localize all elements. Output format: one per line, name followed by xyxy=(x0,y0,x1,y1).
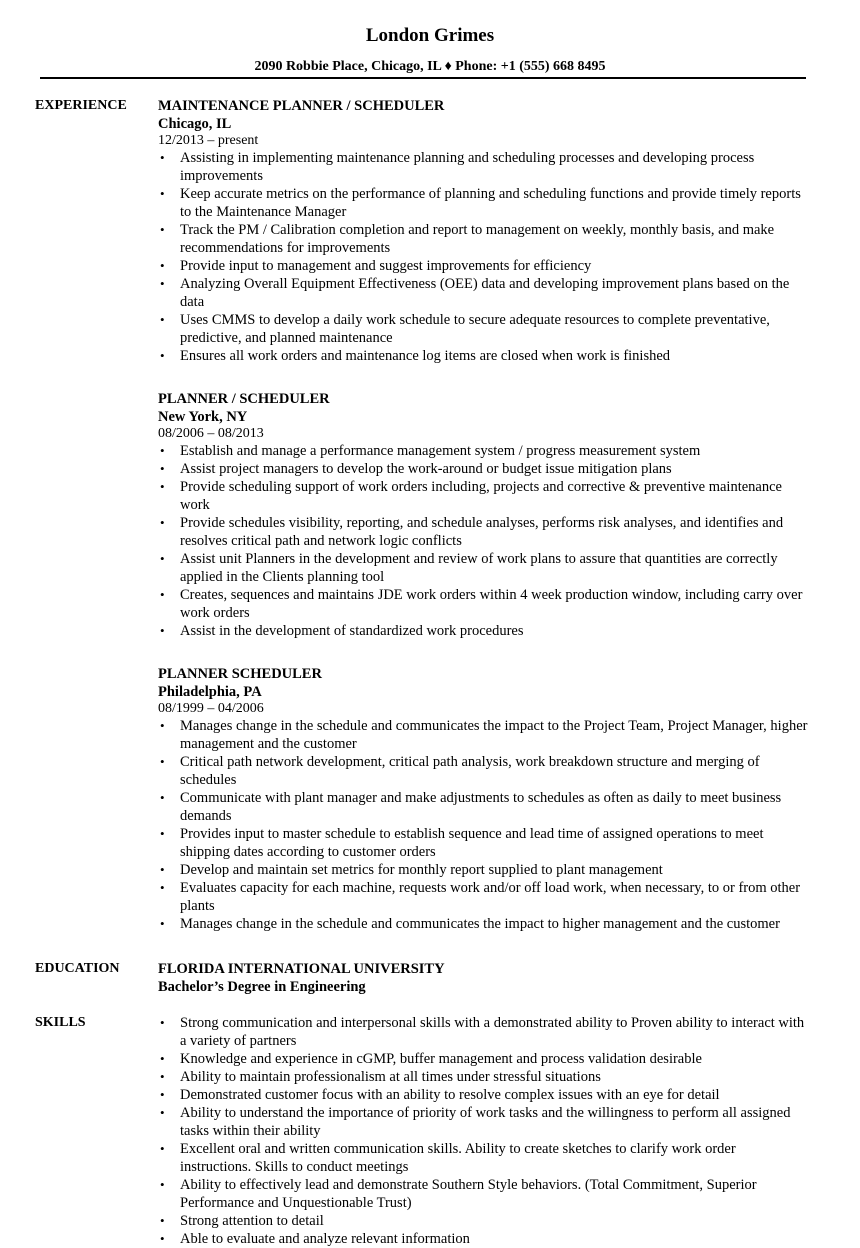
job-location: New York, NY xyxy=(158,409,248,425)
bullet-text: Assist in the development of standardized work procedures xyxy=(180,623,524,639)
skill-text: Knowledge and experience in cGMP, buffer management and process validation desirable xyxy=(180,1051,702,1067)
bullet-icon: • xyxy=(160,826,165,841)
bullet-icon: • xyxy=(160,1141,165,1156)
skill-text: Ability to understand the importance of priority of work tasks and the willingness to perform all assigned tasks within their ability xyxy=(180,1105,791,1139)
bullet-item xyxy=(158,550,810,586)
bullet-text: Establish and manage a performance management system / progress measurement system xyxy=(180,443,701,459)
bullet-icon: • xyxy=(160,1087,165,1102)
job-dates: 08/2006 – 08/2013 xyxy=(158,426,264,441)
bullet-text: Critical path network development, critical path analysis, work breakdown structure and merging of schedules xyxy=(180,754,760,788)
bullet-icon: • xyxy=(160,916,165,931)
bullet-icon: • xyxy=(160,1051,165,1066)
experience-section xyxy=(35,97,810,933)
bullet-item xyxy=(158,753,810,789)
job-bullets xyxy=(158,442,810,640)
skill-text: Ability to maintain professionalism at all times under stressful situations xyxy=(180,1069,601,1085)
section-label-experience: EXPERIENCE xyxy=(35,98,127,113)
job-dates: 12/2013 – present xyxy=(158,133,259,148)
school-name: FLORIDA INTERNATIONAL UNIVERSITY xyxy=(158,961,445,977)
bullet-text: Keep accurate metrics on the performance of planning and scheduling functions and provide timely reports to the Maintenance Manager xyxy=(180,186,801,220)
bullet-item xyxy=(158,149,810,185)
bullet-icon: • xyxy=(160,1177,165,1192)
job-location: Chicago, IL xyxy=(158,116,232,132)
skills-list xyxy=(158,1014,810,1248)
bullet-item xyxy=(158,789,810,825)
bullet-item xyxy=(158,861,810,879)
bullet-text: Assisting in implementing maintenance planning and scheduling processes and developing process improvements xyxy=(180,150,755,184)
bullet-icon: • xyxy=(160,1231,165,1246)
skill-item xyxy=(158,1086,810,1104)
bullet-item xyxy=(158,915,810,933)
job-title: PLANNER SCHEDULER xyxy=(158,666,322,682)
bullet-icon: • xyxy=(160,754,165,769)
bullet-text: Assist unit Planners in the development and review of work plans to assure that quantities are correctly applied in the Clients planning tool xyxy=(180,551,778,585)
skill-text: Excellent oral and written communication skills. Ability to create sketches to clarify work order instructions. Skills to conduct meetings xyxy=(180,1141,736,1175)
bullet-text: Evaluates capacity for each machine, requests work and/or off load work, when necessary, to or from other plants xyxy=(180,880,801,914)
skill-item xyxy=(158,1068,810,1086)
candidate-name: London Grimes xyxy=(365,25,495,46)
bullet-icon: • xyxy=(160,790,165,805)
degree: Bachelor’s Degree in Engineering xyxy=(158,979,366,995)
bullet-text: Ensures all work orders and maintenance log items are closed when work is finished xyxy=(180,348,671,364)
bullet-text: Analyzing Overall Equipment Effectiveness (OEE) data and developing improvement plans based on the data xyxy=(180,276,790,310)
bullet-text: Manages change in the schedule and communicates the impact to the Project Team, Project Manager, higher management and the customer xyxy=(180,718,808,752)
bullet-icon: • xyxy=(160,1213,165,1228)
bullet-item xyxy=(158,460,810,478)
bullet-icon: • xyxy=(160,186,165,201)
bullet-text: Provide scheduling support of work orders including, projects and corrective & preventive maintenance work xyxy=(180,479,782,513)
bullet-item xyxy=(158,586,810,622)
bullet-text: Track the PM / Calibration completion and report to management on weekly, monthly basis, and make recommendations for improvements xyxy=(180,222,775,256)
job-title: MAINTENANCE PLANNER / SCHEDULER xyxy=(158,98,445,114)
bullet-icon: • xyxy=(160,276,165,291)
bullet-text: Manages change in the schedule and communicates the impact to higher management and the customer xyxy=(180,916,780,932)
bullet-icon: • xyxy=(160,258,165,273)
bullet-icon: • xyxy=(160,443,165,458)
bullet-text: Communicate with plant manager and make adjustments to schedules as often as daily to meet business demands xyxy=(180,790,782,824)
bullet-text: Provides input to master schedule to establish sequence and lead time of assigned operations to meet shipping dates according to customer orders xyxy=(180,826,764,860)
bullet-text: Creates, sequences and maintains JDE work orders within 4 week production window, including carry over work orders xyxy=(180,587,803,621)
bullet-item xyxy=(158,622,810,640)
bullet-icon: • xyxy=(160,515,165,530)
job-location: Philadelphia, PA xyxy=(158,684,262,700)
bullet-item xyxy=(158,275,810,311)
bullet-item xyxy=(158,347,810,365)
job-entry xyxy=(158,665,810,933)
bullet-icon: • xyxy=(160,348,165,363)
section-label-education: EDUCATION xyxy=(35,961,120,976)
skill-item xyxy=(158,1212,810,1230)
bullet-icon: • xyxy=(160,150,165,165)
job-bullets xyxy=(158,149,810,365)
bullet-icon: • xyxy=(160,479,165,494)
bullet-icon: • xyxy=(160,623,165,638)
bullet-icon: • xyxy=(160,1105,165,1120)
skill-item xyxy=(158,1014,810,1050)
bullet-item xyxy=(158,514,810,550)
bullet-icon: • xyxy=(160,312,165,327)
bullet-text: Provide input to management and suggest improvements for efficiency xyxy=(180,258,592,274)
bullet-icon: • xyxy=(160,222,165,237)
job-entry xyxy=(158,97,810,365)
section-label-skills: SKILLS xyxy=(35,1015,86,1030)
bullet-icon: • xyxy=(160,1015,165,1030)
skill-text: Ability to effectively lead and demonstrate Southern Style behaviors. (Total Commitment, Superior Performance and Unquestionable Trust) xyxy=(180,1177,757,1211)
skill-item xyxy=(158,1050,810,1068)
bullet-item xyxy=(158,717,810,753)
job-dates: 08/1999 – 04/2006 xyxy=(158,701,264,716)
bullet-item xyxy=(158,825,810,861)
job-title: PLANNER / SCHEDULER xyxy=(158,391,330,407)
bullet-icon: • xyxy=(160,587,165,602)
bullet-item xyxy=(158,478,810,514)
skill-text: Able to evaluate and analyze relevant information xyxy=(180,1231,470,1247)
resume-content xyxy=(35,97,810,1248)
bullet-text: Develop and maintain set metrics for monthly report supplied to plant management xyxy=(180,862,663,878)
job-bullets xyxy=(158,717,810,933)
bullet-text: Assist project managers to develop the work-around or budget issue mitigation plans xyxy=(180,461,672,477)
bullet-item xyxy=(158,185,810,221)
skill-item xyxy=(158,1104,810,1140)
bullet-icon: • xyxy=(160,880,165,895)
bullet-item xyxy=(158,442,810,460)
skill-text: Strong attention to detail xyxy=(180,1213,324,1229)
skill-text: Strong communication and interpersonal skills with a demonstrated ability to Proven ability to interact with a variety of partners xyxy=(180,1015,805,1049)
bullet-item xyxy=(158,221,810,257)
bullet-item xyxy=(158,879,810,915)
skill-item xyxy=(158,1140,810,1176)
skill-item xyxy=(158,1176,810,1212)
skill-item xyxy=(158,1230,810,1248)
bullet-icon: • xyxy=(160,718,165,733)
bullet-icon: • xyxy=(160,551,165,566)
job-entry xyxy=(158,390,810,640)
bullet-text: Provide schedules visibility, reporting, and schedule analyses, performs risk analyses, and identifies and resolves critical path and network logic conflicts xyxy=(180,515,784,549)
skills-section xyxy=(35,1014,810,1248)
education-section xyxy=(35,960,810,996)
bullet-item xyxy=(158,311,810,347)
bullet-icon: • xyxy=(160,1069,165,1084)
bullet-icon: • xyxy=(160,862,165,877)
header-divider xyxy=(40,77,806,79)
skill-text: Demonstrated customer focus with an ability to resolve complex issues with an eye for detail xyxy=(180,1087,720,1103)
bullet-text: Uses CMMS to develop a daily work schedule to secure adequate resources to complete preventative, predictive, and planned maintenance xyxy=(180,312,770,346)
bullet-icon: • xyxy=(160,461,165,476)
bullet-item xyxy=(158,257,810,275)
contact-line: 2090 Robbie Place, Chicago, IL ♦ Phone: +1 (555) 668 8495 xyxy=(254,59,606,74)
